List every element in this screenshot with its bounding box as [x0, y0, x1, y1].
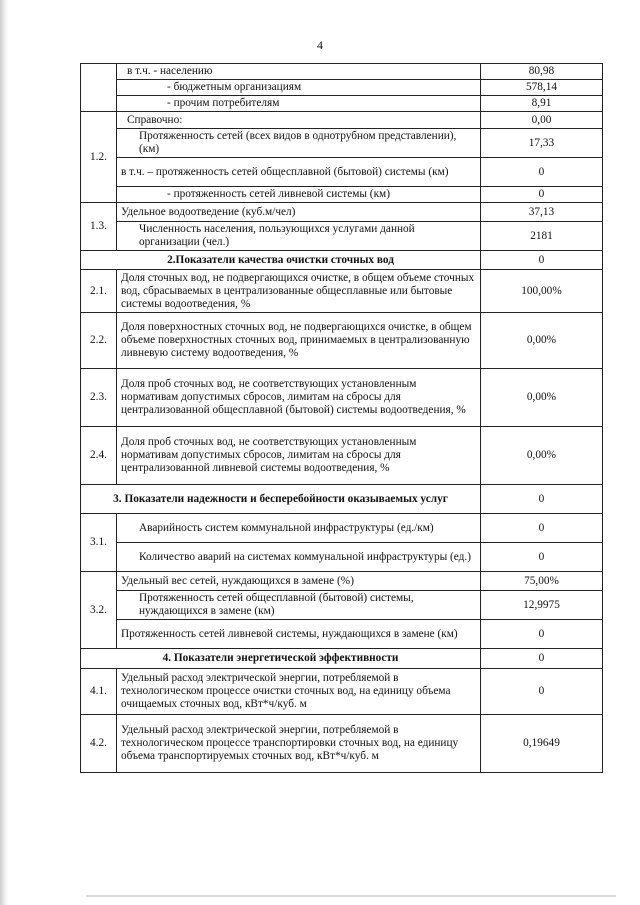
table-row: [81, 80, 603, 96]
row-value: 75,00%: [481, 572, 603, 591]
section-heading: 4. Показатели энергетической эффективности: [81, 649, 481, 669]
section-heading: 3. Показатели надежности и бесперебойности оказываемых услуг: [81, 485, 481, 514]
row-text: Протяженность сетей (всех видов в однотрубном представлении), (км): [117, 129, 481, 158]
table-row: [81, 64, 603, 80]
table-row: [81, 158, 603, 187]
table-row: [81, 572, 603, 591]
table-row: [81, 669, 603, 715]
scan-smudge: [86, 895, 616, 897]
row-value: 0: [481, 251, 603, 270]
section-header-row: [81, 649, 603, 669]
row-text: Доля поверхностных сточных вод, не подвергающихся очистке, в общем объеме поверхностных сточных вод, принимаемых в централизованную ливневую систему водоотведения, %: [117, 313, 481, 369]
row-number: 4.1.: [81, 669, 117, 715]
row-text: Справочно:: [117, 112, 481, 129]
row-text: Удельное водоотведение (куб.м/чел): [117, 203, 481, 222]
row-value: 8,91: [481, 96, 603, 112]
row-text: Доля проб сточных вод, не соответствующих установленным нормативам допустимых сбросов, лимитам на сбросы для централизованной ливневой системы водоотведения, %: [117, 427, 481, 485]
table-row: [81, 187, 603, 203]
row-text: - протяженность сетей ливневой системы (км): [117, 187, 481, 203]
row-value: 100,00%: [481, 270, 603, 313]
row-text: - прочим потребителям: [117, 96, 481, 112]
row-value: 0,00%: [481, 313, 603, 369]
row-value: 0: [481, 158, 603, 187]
indicators-table: [80, 63, 603, 773]
row-number: 4.2.: [81, 715, 117, 773]
table-row: [81, 715, 603, 773]
row-value: 0,00: [481, 112, 603, 129]
row-text: в т.ч. – протяженность сетей общесплавной (бытовой) системы (км): [117, 158, 481, 187]
row-number: 2.1.: [81, 270, 117, 313]
row-text: - бюджетным организациям: [117, 80, 481, 96]
table-row: [81, 112, 603, 129]
row-value: 0: [481, 514, 603, 543]
table-row: [81, 514, 603, 543]
row-value: 17,33: [481, 129, 603, 158]
row-text: Удельный расход электрической энергии, потребляемой в технологическом процессе транспортировки сточных вод, на единицу объема транспортируемых сточных вод, кВт*ч/куб. м: [117, 715, 481, 773]
row-number: 1.2.: [81, 112, 117, 203]
row-text: Доля проб сточных вод, не соответствующих установленным нормативам допустимых сбросов, лимитам на сбросы для централизованной общесплавной (бытовой) системы водоотведения, %: [117, 369, 481, 427]
row-value: 80,98: [481, 64, 603, 80]
table-row: [81, 313, 603, 369]
table-row: [81, 369, 603, 427]
row-text: Численность населения, пользующихся услугами данной организации (чел.): [117, 222, 481, 251]
row-value: 2181: [481, 222, 603, 251]
row-number: 2.3.: [81, 369, 117, 427]
row-text: Удельный расход электрической энергии, потребляемой в технологическом процессе очистки сточных вод, на единицу объема очищаемых сточных вод, кВт*ч/куб. м: [117, 669, 481, 715]
row-value: 0,19649: [481, 715, 603, 773]
table-row: [81, 203, 603, 222]
page-number: 4: [317, 38, 323, 52]
table-row: [81, 96, 603, 112]
section-heading: 2.Показатели качества очистки сточных вод: [81, 251, 481, 270]
row-number: [81, 64, 117, 112]
row-value: 0: [481, 187, 603, 203]
row-text: Количество аварий на системах коммунальной инфраструктуры (ед.): [117, 543, 481, 572]
section-header-row: [81, 251, 603, 270]
row-text: Протяженность сетей общесплавной (бытовой) системы, нуждающихся в замене (км): [117, 591, 481, 620]
row-value: 0: [481, 485, 603, 514]
row-value: 578,14: [481, 80, 603, 96]
table-row: [81, 270, 603, 313]
row-value: 12,9975: [481, 591, 603, 620]
scan-edge-shadow: [0, 0, 8, 905]
row-value: 0: [481, 669, 603, 715]
table-row: [81, 543, 603, 572]
table-row: [81, 129, 603, 158]
row-number: 2.2.: [81, 313, 117, 369]
row-number: 3.2.: [81, 572, 117, 649]
row-text: в т.ч. - населению: [117, 64, 481, 80]
row-value: 0,00%: [481, 427, 603, 485]
row-text: Аварийность систем коммунальной инфраструктуры (ед./км): [117, 514, 481, 543]
table-row: [81, 591, 603, 620]
row-text: Доля сточных вод, не подвергающихся очистке, в общем объеме сточных вод, сбрасываемых в централизованные общесплавные или бытовые системы водоотведения, %: [117, 270, 481, 313]
table-row: [81, 620, 603, 649]
row-value: 0: [481, 620, 603, 649]
row-value: 37,13: [481, 203, 603, 222]
section-header-row: [81, 485, 603, 514]
table-row: [81, 427, 603, 485]
row-value: 0: [481, 543, 603, 572]
row-number: 1.3.: [81, 203, 117, 251]
row-text: Удельный вес сетей, нуждающихся в замене (%): [117, 572, 481, 591]
table-row: [81, 222, 603, 251]
row-text: Протяженность сетей ливневой системы, нуждающихся в замене (км): [117, 620, 481, 649]
row-number: 2.4.: [81, 427, 117, 485]
row-value: 0: [481, 649, 603, 669]
row-number: 3.1.: [81, 514, 117, 572]
row-value: 0,00%: [481, 369, 603, 427]
